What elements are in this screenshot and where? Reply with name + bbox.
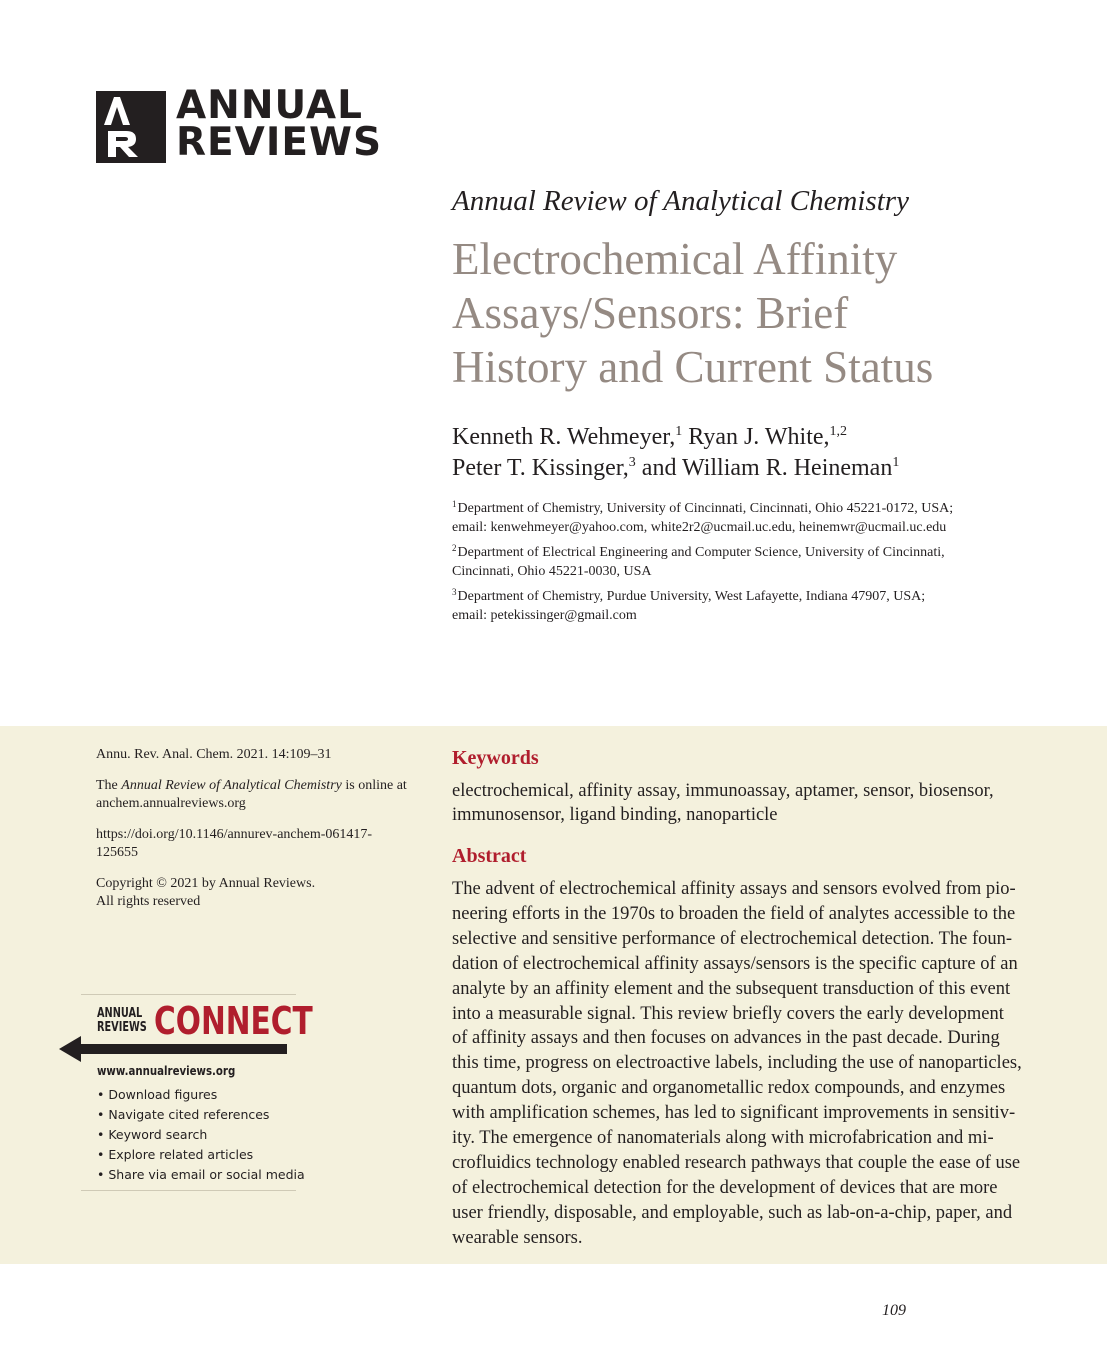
affiliation-1	[452, 499, 1052, 537]
affiliation-3	[452, 587, 1052, 625]
annual-reviews-logo	[96, 83, 383, 167]
author-name: Peter T. Kissinger,	[452, 455, 629, 481]
affiliation-sup: 3	[452, 587, 457, 597]
author-line	[452, 422, 1072, 453]
author-name: and William R. Heineman	[635, 455, 893, 481]
keywords-text: electrochemical, affinity assay, immunoassay, aptamer, sensor, biosensor, immunosensor, ligand binding, nanoparticle	[452, 781, 994, 825]
connect-feature-list	[97, 1085, 305, 1185]
list-item: • Download figures	[97, 1085, 305, 1105]
affiliation-email: email: petekissinger@gmail.com	[452, 608, 637, 623]
affiliation-2	[452, 543, 1052, 581]
author-affil-sup: 1,2	[829, 424, 848, 439]
annual-reviews-connect-box	[81, 994, 313, 1191]
online-info: The Annual Review of Analytical Chemistry is online at anchem.annualreviews.org	[96, 777, 436, 813]
arrow-left-icon	[59, 1035, 289, 1063]
author-affil-sup: 1	[675, 424, 683, 439]
list-item: • Share via email or social media	[97, 1165, 305, 1185]
online-site-link[interactable]: anchem.annualreviews.org	[96, 796, 246, 811]
abstract-text: The advent of electrochemical affinity assays and sensors evolved from pio- neering efforts in the 1970s to broaden the field of analytes accessible to the selective and sensitive performance of electrochemical detection. The foun- dation of electrochemical affinity assays/sensors is the specific capture of an analyte by an affinity element and the subsequent transduction of this event into a measurable signal. This review briefly covers the early development of affinity assays and then focuses on advances in the past decade. During this time, progress on electroactive labels, including the use of nanoparticles, quantum dots, organic and organometallic redox compounds, and enzymes with amplification schemes, has led to significant improvements in sensitiv- ity. The emergence of nanomaterials along with microfabrication and mi- crofluidics technology enabled research pathways that couple the ease of use of electrochemical detection for the development of devices that are more user friendly, disposable, and employable, such as lab-on-a-chip, paper, and wearable sensors.	[452, 879, 1022, 1248]
logo-wordmark	[176, 83, 383, 165]
keywords-heading: Keywords	[452, 747, 539, 769]
title-line: Electrochemical Affinity	[452, 234, 898, 284]
affiliation-text-cont: Cincinnati, Ohio 45221-0030, USA	[452, 564, 652, 579]
affiliation-sup: 2	[452, 543, 457, 553]
connect-url-link[interactable]: www.annualreviews.org	[97, 1064, 236, 1078]
title-line: Assays/Sensors: Brief	[452, 288, 849, 338]
page-number: 109	[882, 1302, 906, 1319]
list-item: • Navigate cited references	[97, 1105, 305, 1125]
affiliation-text: Department of Electrical Engineering and Computer Science, University of Cincinnati,	[457, 545, 945, 560]
list-item: • Explore related articles	[97, 1145, 305, 1165]
copyright: Copyright © 2021 by Annual Reviews. All rights reserved	[96, 876, 316, 909]
abstract-heading: Abstract	[452, 845, 527, 867]
affiliation-text: Department of Chemistry, University of Cincinnati, Cincinnati, Ohio 45221-0172, USA;	[457, 501, 954, 516]
ar-logo-mark-icon	[96, 91, 166, 163]
author-affil-sup: 1	[892, 455, 900, 470]
author-name: Ryan J. White,	[682, 424, 830, 450]
citation: Annu. Rev. Anal. Chem. 2021. 14:109–31	[96, 747, 332, 762]
article-title	[452, 232, 1052, 394]
affiliations	[452, 499, 1052, 631]
connect-wordmark: CONNECT	[154, 999, 313, 1043]
affiliation-sup: 1	[452, 499, 457, 509]
title-line: History and Current Status	[452, 342, 934, 392]
logo-line-1: ANNUAL	[176, 83, 363, 128]
keywords-abstract	[452, 745, 1044, 1251]
logo-line-2: REVIEWS	[176, 120, 383, 165]
author-list	[452, 422, 1072, 484]
author-affil-sup: 3	[628, 455, 636, 470]
citation-sidebar	[96, 746, 436, 924]
affiliation-email: email: kenwehmeyer@yahoo.com, white2r2@ucmail.uc.edu, heinemwr@ucmail.uc.edu	[452, 520, 947, 535]
author-line	[452, 453, 1072, 484]
doi-link[interactable]: https://doi.org/10.1146/annurev-anchem-061417- 125655	[96, 827, 373, 860]
list-item: • Keyword search	[97, 1125, 305, 1145]
affiliation-text: Department of Chemistry, Purdue University, West Lafayette, Indiana 47907, USA;	[457, 589, 926, 604]
connect-ar-label: ANNUAL REVIEWS	[97, 1006, 147, 1035]
journal-name: Annual Review of Analytical Chemistry	[452, 185, 909, 217]
online-journal-name: Annual Review of Analytical Chemistry	[121, 778, 342, 793]
author-name: Kenneth R. Wehmeyer,	[452, 424, 676, 450]
